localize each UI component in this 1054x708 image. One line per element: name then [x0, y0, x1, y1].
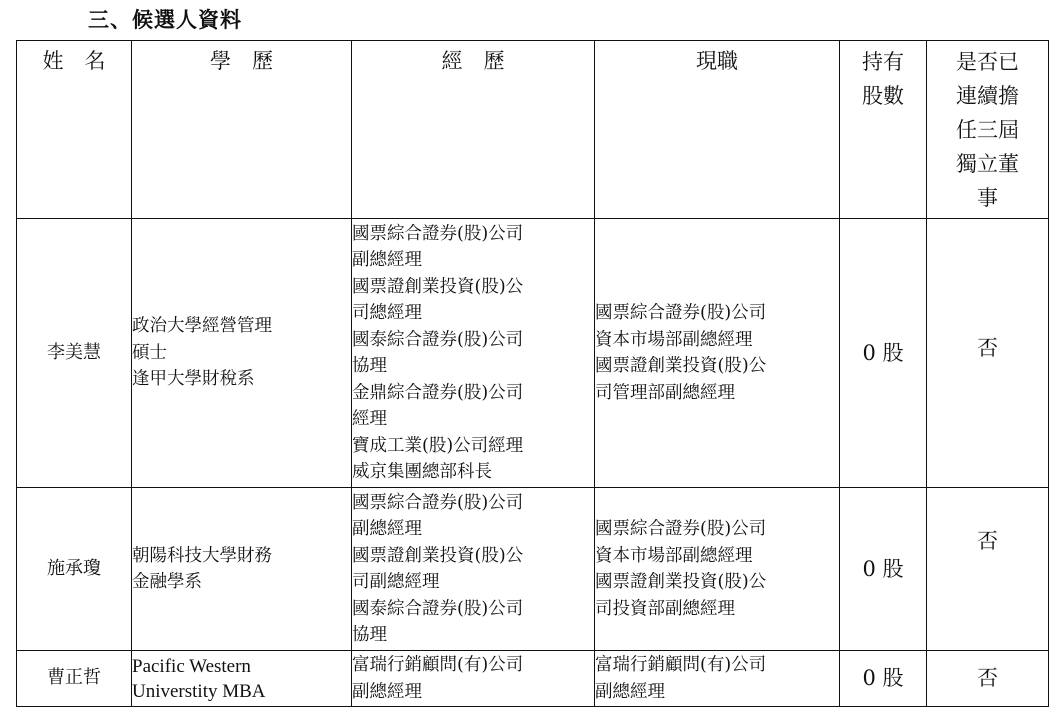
- candidate-current-position: 國票綜合證券(股)公司 資本市場部副總經理 國票證創業投資(股)公 司投資部副總經理: [595, 488, 840, 651]
- table-header-row: [17, 41, 1049, 219]
- candidate-consecutive-terms: 否: [927, 488, 1049, 651]
- table-row: [17, 651, 1049, 707]
- candidate-name: 曹正哲: [17, 651, 132, 707]
- candidate-experience: 富瑞行銷顧問(有)公司 副總經理: [352, 651, 595, 707]
- candidate-education: Pacific Western Universtity MBA: [132, 651, 352, 707]
- table-row: [17, 219, 1049, 488]
- candidate-shares: 0 股: [840, 488, 927, 651]
- candidate-experience: 國票綜合證券(股)公司 副總經理 國票證創業投資(股)公 司副總經理 國泰綜合證券(股)公司 協理: [352, 488, 595, 651]
- header-consecutive-terms: 是否已 連續擔 任三屆 獨立董 事: [927, 41, 1049, 219]
- candidate-education: 朝陽科技大學財務 金融學系: [132, 488, 352, 651]
- header-experience: 經 歷: [352, 41, 595, 219]
- section-title: 三、候選人資料: [88, 8, 242, 32]
- candidate-experience: 國票綜合證券(股)公司 副總經理 國票證創業投資(股)公 司總經理 國泰綜合證券(股)公司 協理 金鼎綜合證券(股)公司 經理 寶成工業(股)公司經理 威京集團總部科長: [352, 219, 595, 488]
- candidate-consecutive-terms: 否: [927, 219, 1049, 488]
- header-current-position: 現職: [595, 41, 840, 219]
- candidate-consecutive-terms: 否: [927, 651, 1049, 707]
- candidate-education: 政治大學經營管理 碩士 逢甲大學財稅系: [132, 219, 352, 488]
- candidate-shares: 0 股: [840, 651, 927, 707]
- table-row: [17, 488, 1049, 651]
- candidate-current-position: 國票綜合證券(股)公司 資本市場部副總經理 國票證創業投資(股)公 司管理部副總經理: [595, 219, 840, 488]
- candidate-current-position: 富瑞行銷顧問(有)公司 副總經理: [595, 651, 840, 707]
- candidate-name: 李美慧: [17, 219, 132, 488]
- candidate-table: [16, 40, 1049, 707]
- header-shares-held: 持有 股數: [840, 41, 927, 219]
- header-education: 學 歷: [132, 41, 352, 219]
- candidate-name: 施承瓊: [17, 488, 132, 651]
- candidate-shares: 0 股: [840, 219, 927, 488]
- header-name: 姓 名: [17, 41, 132, 219]
